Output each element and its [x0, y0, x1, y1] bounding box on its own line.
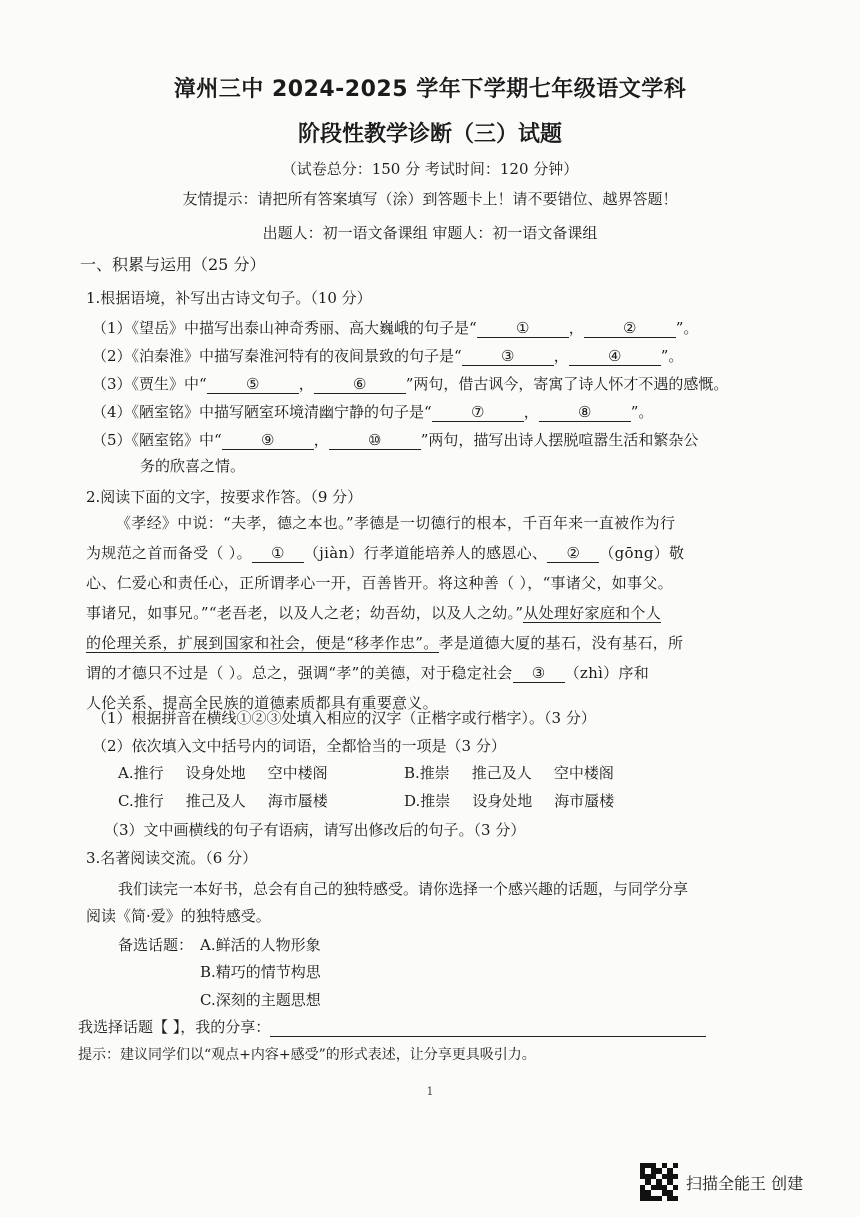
- q1-item-1-sep: ，: [568, 319, 584, 337]
- q1-item-5-text: （5）《陋室铭》中“: [92, 431, 222, 449]
- blank-10: ⑩: [329, 431, 421, 450]
- q2-underlined-1: 从处理好家庭和个人: [523, 604, 662, 622]
- option-d-1: D.推崇: [404, 792, 451, 810]
- q1-item-4-text: （4）《陋室铭》中描写陋室环境清幽宁静的句子是“: [92, 403, 432, 421]
- q3-choice-text: 我选择话题【 】，我的分享：: [78, 1018, 271, 1036]
- page-number: 1: [426, 1085, 434, 1098]
- q1-item-4: [92, 401, 653, 422]
- q2-line-5b: 孝是道德大厦的基石，没有基石，所: [438, 634, 684, 652]
- q3-topics-label: 备选话题：: [118, 936, 194, 954]
- q2-line-6a: 谓的才德只不过是（ ）。总之，强调“孝”的美德，对于稳定社会: [86, 664, 513, 682]
- q1-stem: 1.根据语境，补写出古诗文句子。（10 分）: [86, 289, 372, 307]
- q1-item-5-cont: 务的欣喜之情。: [140, 457, 246, 475]
- topic-a: A.鲜活的人物形象: [200, 936, 321, 954]
- q1-item-2: [92, 345, 683, 366]
- blank-3: ③: [462, 347, 554, 366]
- q1-item-3: [92, 373, 728, 394]
- scanner-label: 扫描全能王 创建: [686, 1173, 804, 1193]
- q1-item-3-end: ”两句，借古讽今，寄寓了诗人怀才不遇的感慨。: [405, 375, 729, 393]
- q3-line-1: 我们读完一本好书，总会有自己的独特感受。请你选择一个感兴趣的话题，与同学分享: [118, 880, 689, 898]
- q2-sub2: （2）依次填入文中括号内的词语，全都恰当的一项是（3 分）: [92, 737, 506, 755]
- blank-8: ⑧: [539, 403, 631, 422]
- q1-item-4-end: ”。: [630, 403, 654, 421]
- q3-stem: 3.名著阅读交流。（6 分）: [86, 849, 258, 867]
- exam-info: （试卷总分：150 分 考试时间：120 分钟）: [281, 160, 579, 178]
- option-b-3: 空中楼阁: [553, 764, 614, 782]
- q1-item-1-text: （1）《望岳》中描写出泰山神奇秀丽、高大巍峨的句子是“: [92, 319, 477, 337]
- option-b: [404, 762, 636, 783]
- topic-b: B.精巧的情节构思: [200, 963, 321, 981]
- q1-item-1-end: ”。: [675, 319, 699, 337]
- exam-title: 阶段性教学诊断（三）试题: [297, 122, 562, 147]
- q2-line-2a: 为规范之首而备受（ ）。: [86, 544, 252, 562]
- blank-p3: ③: [513, 664, 565, 683]
- option-c-1: C.推行: [118, 792, 164, 810]
- q1-item-5-end: ”两句，描写出诗人摆脱喧嚣生活和繁杂公: [420, 431, 699, 449]
- q1-item-3-text: （3）《贾生》中“: [92, 375, 207, 393]
- option-a-1: A.推行: [118, 764, 164, 782]
- q1-item-1: [92, 317, 698, 338]
- blank-1: ①: [477, 319, 569, 338]
- q2-sub1: （1）根据拼音在横线①②③处填入相应的汉字（正楷字或行楷字）。（3 分）: [92, 709, 596, 727]
- q2-passage: [86, 508, 776, 718]
- answer-line: [270, 1020, 706, 1037]
- option-c-3: 海市蜃楼: [267, 792, 328, 810]
- q3-choice: [78, 1016, 706, 1037]
- q2-line-6b: （zhì）序和: [564, 664, 650, 682]
- q2-line-6: [86, 658, 776, 688]
- q2-line-3: 心、仁爱心和责任心，正所谓孝心一开，百善皆开。将这种善（ ），“事诸父，如事父。: [86, 574, 673, 592]
- notice: 友情提示：请把所有答案填写（涂）到答题卡上！请不要错位、越界答题！: [182, 190, 678, 208]
- qr-code-icon: [640, 1163, 678, 1201]
- blank-p2: ②: [547, 544, 599, 563]
- option-d: [404, 790, 636, 811]
- blank-9: ⑨: [222, 431, 314, 450]
- q1-item-4-sep: ，: [523, 403, 539, 421]
- q1-item-2-text: （2）《泊秦淮》中描写秦淮河特有的夜间景致的句子是“: [92, 347, 462, 365]
- q2-underlined-2: 的伦理关系，扩展到国家和社会，便是“移孝作忠”。: [86, 634, 439, 652]
- q2-line-2b: （jiàn）行孝道能培养人的感恩心、: [303, 544, 548, 562]
- q2-line-5: [86, 628, 776, 658]
- q1-item-2-sep: ，: [553, 347, 569, 365]
- blank-7: ⑦: [432, 403, 524, 422]
- q2-line-4a: 事诸兄，如事兄。”“老吾老，以及人之老；幼吾幼，以及人之幼。”: [86, 604, 524, 622]
- blank-4: ④: [569, 347, 661, 366]
- option-c: [118, 790, 350, 811]
- q2-line-7: 人伦关系、提高全民族的道德素质都具有重要意义。: [86, 694, 438, 712]
- q1-item-3-sep: ，: [298, 375, 314, 393]
- option-d-2: 设身处地: [472, 792, 533, 810]
- blank-p1: ①: [252, 544, 304, 563]
- q3-line-2: 阅读《简·爱》的独特感受。: [86, 907, 271, 925]
- q1-item-5-sep: ，: [313, 431, 329, 449]
- option-a: [118, 762, 350, 783]
- option-a-3: 空中楼阁: [267, 764, 328, 782]
- school-title: 漳州三中 2024-2025 学年下学期七年级语文学科: [173, 77, 687, 102]
- scanner-watermark: [640, 1163, 803, 1201]
- option-d-3: 海市蜃楼: [554, 792, 615, 810]
- q1-item-5: [92, 429, 698, 450]
- q3-hint: 提示：建议同学们以“观点+内容+感受”的形式表述，让分享更具吸引力。: [78, 1047, 536, 1063]
- q2-stem: 2.阅读下面的文字，按要求作答。（9 分）: [86, 488, 363, 506]
- blank-2: ②: [584, 319, 676, 338]
- q2-line-2: [86, 538, 776, 568]
- option-b-2: 推己及人: [471, 764, 532, 782]
- option-a-2: 设身处地: [185, 764, 246, 782]
- blank-6: ⑥: [314, 375, 406, 394]
- q2-line-2c: （gōng）敬: [599, 544, 685, 562]
- q1-item-2-end: ”。: [660, 347, 684, 365]
- blank-5: ⑤: [207, 375, 299, 394]
- q2-line-4: [86, 598, 776, 628]
- section1-title: 一、积累与运用（25 分）: [80, 255, 266, 274]
- q2-line-1: 《孝经》中说：“夫孝，德之本也。”孝德是一切德行的根本，千百年来一直被作为行: [116, 514, 676, 532]
- option-c-2: 推己及人: [185, 792, 246, 810]
- q2-sub3: （3）文中画横线的句子有语病，请写出修改后的句子。（3 分）: [104, 821, 526, 839]
- option-b-1: B.推崇: [404, 764, 450, 782]
- authors: 出题人：初一语文备课组 审题人：初一语文备课组: [262, 224, 598, 242]
- topic-c: C.深刻的主题思想: [200, 991, 321, 1009]
